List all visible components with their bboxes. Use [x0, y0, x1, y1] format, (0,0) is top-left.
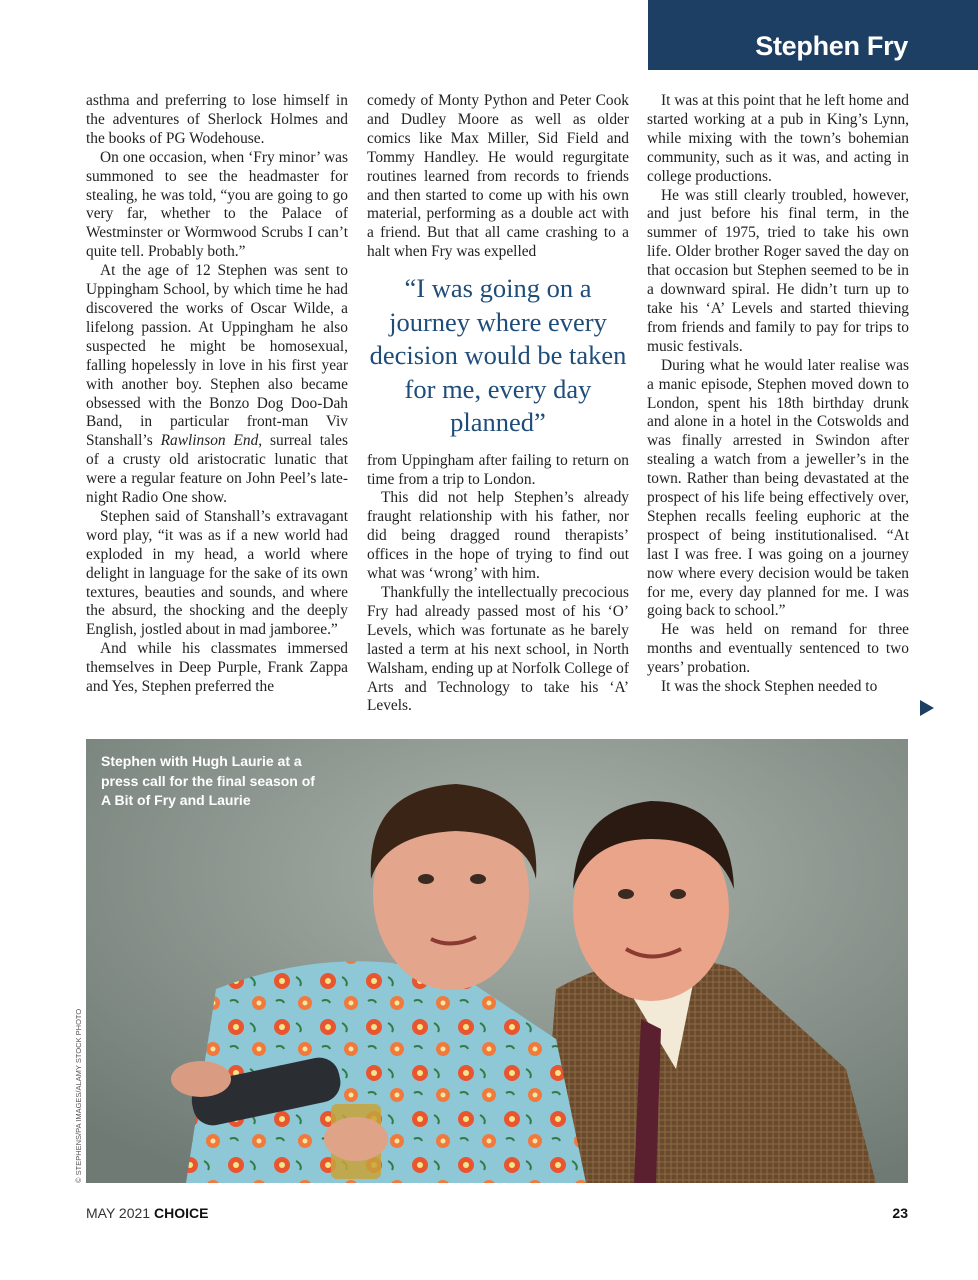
paragraph: He was held on remand for three months and eventually sentenced to two years’ probation.: [647, 621, 909, 677]
paragraph: This did not help Stephen’s already fraught relationship with his father, nor did being dragged round therapists’ offices in the hope of trying to find out what was ‘wrong’ with him.: [367, 489, 629, 583]
paragraph: At the age of 12 Stephen was sent to Uppingham School, by which time he had discovered the works of Oscar Wilde, a lifelong passion. At Uppingham he also suspected he might be homosexual, falling hopelessly in love in his first year with another boy. Stephen also became obsessed with the Bonzo Dog Doo-Dah Band, in particular front-man Viv Stanshall’s Rawlinson End, surreal tales of a crusty old aristocratic lunatic that were a regular feature on John Peel’s late-night Radio One show.: [86, 262, 348, 507]
photo-caption: Stephen with Hugh Laurie at a press call for the final season of A Bit of Fry and Laurie: [101, 753, 315, 808]
paragraph: It was at this point that he left home and started working at a pub in King’s Lynn, while mixing with the town’s bohemian community, such as it was, and acting in college productions.: [647, 92, 909, 185]
article-column-3: [647, 92, 909, 697]
page-number: 23: [892, 1205, 908, 1221]
paragraph: On one occasion, when ‘Fry minor’ was summoned to see the headmaster for stealing, he was told, “you are going to go very far, whether to the Palace of Westminster or Wormwood Scrubs I can’t quite tell. Probably both.”: [86, 148, 348, 261]
title-italic: Rawlinson End: [160, 432, 259, 450]
paragraph: from Uppingham after failing to return on time from a trip to London.: [367, 451, 629, 488]
section-title: Stephen Fry: [755, 31, 908, 61]
continue-arrow-icon[interactable]: [920, 700, 934, 716]
paragraph: Stephen said of Stanshall’s extravagant word play, “it was as if a new world had exploded in my head, a world where delight in language for the sake of its own textures, beauties and sounds, and where the absurd, the shocking and the deeply English, jostled about in mad jamboree.”: [86, 507, 348, 639]
paragraph: Thankfully the intellectually precocious Fry had already passed most of his ‘O’ Levels, which was fortunate as he barely lasted a term at his next school, in North Walsham, ending up at Norfolk College of Arts and Technology to take his ‘A’ Levels.: [367, 584, 629, 715]
pull-quote: “I was going on a journey where every decision would be taken for me, every day planned”: [369, 273, 627, 438]
article-photo: [86, 739, 908, 1183]
footer-issue: [86, 1205, 208, 1221]
section-header-tab: [648, 0, 978, 70]
paragraph: During what he would later realise was a manic episode, Stephen moved down to London, spent his 18th birthday drunk and alone in a hotel in the Cotswolds and was finally arrested in Swindon after stealing a watch from a jeweller’s in the town. Rather than being devastated at the prospect of his life being effectively over, Stephen recalls feeling euphoric at the prospect of being institutionalised. “At last I was free. I was going on a journey now where every decision would be taken for me, every day planned for me. I was going back to school.”: [647, 356, 909, 620]
paragraph: It was the shock Stephen needed to: [661, 678, 878, 696]
paragraph: And while his classmates immersed themselves in Deep Purple, Frank Zappa and Yes, Stephen preferred the: [86, 640, 348, 696]
article-column-2: [367, 92, 629, 716]
paragraph: asthma and preferring to lose himself in the adventures of Sherlock Holmes and the books of PG Wodehouse.: [86, 92, 348, 147]
footer-magazine-name: CHOICE: [153, 1205, 209, 1221]
paragraph: He was still clearly troubled, however, and just before his final term, in the summer of 1975, tried to take his own life. Older brother Roger saved the day on that occasion but Stephen seemed to be in a downward spiral. He didn’t turn up to take his ‘A’ Levels and started thieving from friends and family to pay for trips to music festivals.: [647, 186, 909, 355]
footer-issue-date: MAY 2021: [86, 1205, 151, 1221]
article-column-1: [86, 92, 348, 697]
paragraph: comedy of Monty Python and Peter Cook and Dudley Moore as well as older comics like Max Miller, Sid Field and Tommy Handley. He would regurgitate routines learned from records to friends and then started to come up with his own material, performing as a double act with a friend. But that all came crashing to a halt when Fry was expelled: [367, 92, 629, 261]
photo-credit: © STEPHENS/PA IMAGES/ALAMY STOCK PHOTO: [74, 1008, 83, 1183]
